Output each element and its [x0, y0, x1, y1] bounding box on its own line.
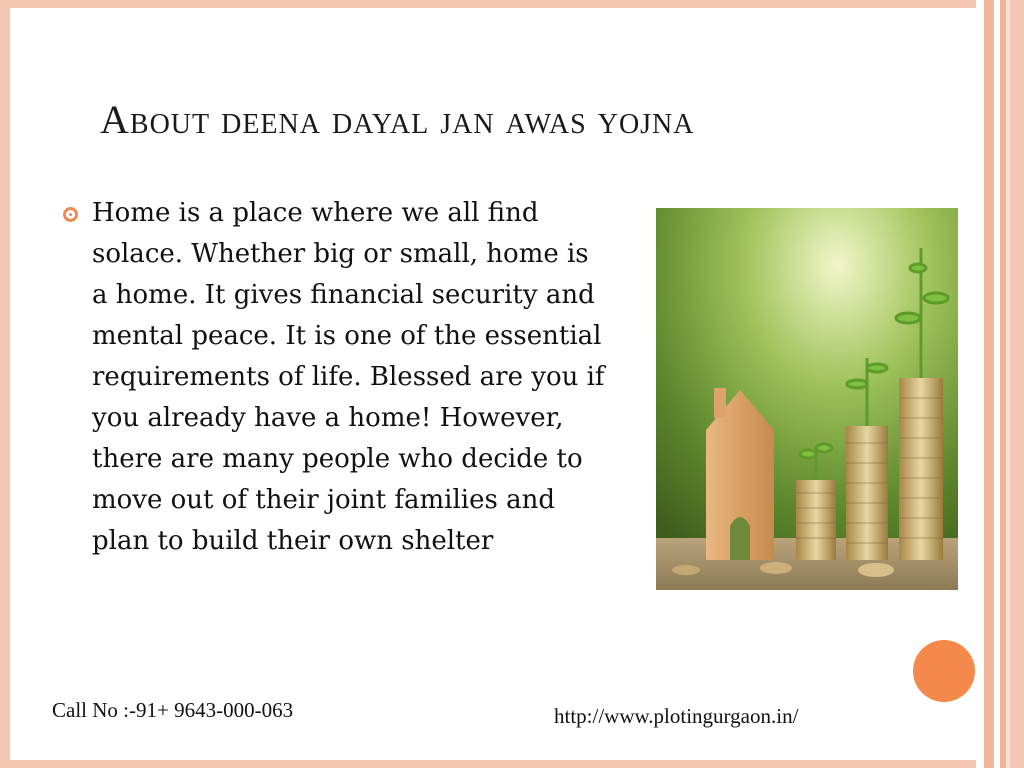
decorative-circle	[913, 640, 975, 702]
decorative-stripes	[976, 0, 1024, 768]
call-number: Call No :-91+ 9643-000-063	[52, 698, 294, 722]
bullet-icon	[63, 207, 78, 222]
house-and-coin-stacks-photo	[656, 208, 958, 590]
slide-title: About deena dayal jan awas yojna	[100, 97, 695, 142]
body-paragraph: Home is a place where we all find solace. Whether big or small, home is a home. It gives financial security and mental peace. It is one of the essential requirements of life. Blessed are you if you already have a home! However, there are many people who decide to move out of their joint families and plan to build their own shelter	[92, 198, 605, 556]
website-link[interactable]: http://www.plotingurgaon.in/	[554, 704, 799, 728]
